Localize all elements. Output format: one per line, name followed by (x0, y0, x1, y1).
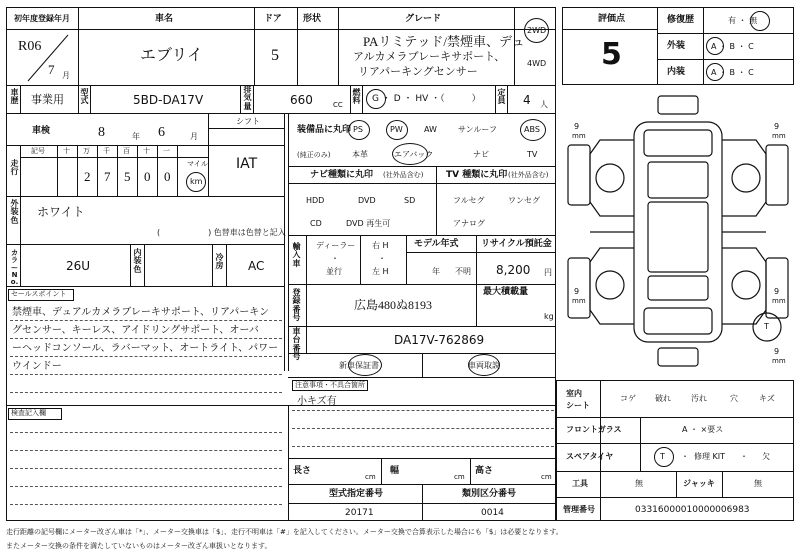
recycle-amount: 8,200 (496, 263, 531, 277)
seat-label: 室内 (566, 389, 582, 398)
sales-point-line-2: グセンサー、キーレス、アイドリングサポート、オーバ (12, 325, 259, 336)
tire-gauge-rear-right: 9 (774, 287, 780, 296)
manual: 車両取説 (468, 361, 500, 370)
hand-dot: ・ (378, 254, 386, 263)
right-h: 右 H (372, 241, 389, 250)
displacement-value: 660 (290, 93, 313, 107)
door-label: ドア (264, 14, 282, 24)
mileage-digit-4: 0 (164, 169, 171, 184)
use-label: 車歴 (10, 88, 19, 106)
sales-point-line-3: ーヘッドコンソール、ラバーマット、オートライト、パワー (12, 343, 279, 354)
capacity-unit: 人 (540, 100, 548, 109)
ac-value: AC (248, 259, 265, 273)
seat-burn: コゲ (620, 394, 636, 403)
mileage-digit-0: 2 (84, 169, 91, 184)
shape-label: 形状 (303, 14, 322, 24)
capacity-value: 4 (523, 93, 531, 107)
footer-note-1: 走行距離の記号欄にメーター改ざん車は「*」、メーター交換車は「$」、走行不明車は「#」を記入してください。メーター交換で合算表示した場合にも「$」は必要となります。 (6, 528, 563, 536)
equipment-sub-label: (純正のみ) (297, 151, 331, 159)
inspection-year-unit: 年 (132, 132, 140, 141)
displacement-label: 排気量 (243, 85, 252, 111)
first-reg-era-year: R06 (18, 39, 42, 54)
capacity-label: 定員 (497, 88, 506, 106)
score-label: 評価点 (598, 14, 626, 24)
navi-hdd: HDD (306, 196, 325, 205)
notes-label: 注意事項・不具合箇所 (295, 381, 365, 389)
new-warranty: 新車保証書 (339, 361, 379, 370)
recycle-label: リサイクル預託金 (481, 239, 552, 249)
model-year-unknown: 不明 (455, 267, 471, 276)
height-label: 高さ (475, 466, 494, 476)
inspection-month: 6 (158, 125, 165, 140)
category-label: 類別区分番号 (462, 489, 517, 499)
spare-missing: 欠 (762, 452, 770, 461)
equip-aw: AW (424, 125, 437, 134)
tire-gauge-rear-left-mm: mm (572, 297, 586, 305)
tv-type-sub: (社外品含む) (508, 171, 549, 179)
grade-line-1: PAリミテッド/禁煙車、デュ (363, 34, 525, 49)
navi-dvd: DVD (358, 196, 376, 205)
import-dot: ・ (331, 254, 339, 263)
navi-dvd-play: DVD 再生可 (346, 219, 391, 228)
tv-type-label: TV 種類に丸印 (446, 170, 508, 180)
model-label: 型式 (80, 88, 89, 106)
interior-a-circle (706, 63, 724, 81)
cc-unit: CC (333, 101, 343, 109)
type-designation-label: 型式指定番号 (329, 489, 384, 499)
windshield-options: A ・ ×要ス (682, 425, 724, 434)
color-change-note: ( ) 色替車は色替と記入 (157, 228, 286, 237)
score-value: 5 (601, 37, 622, 72)
mgmt-label: 管理番号 (563, 505, 595, 514)
drive-2wd: 2WD (527, 26, 547, 35)
inspector-note-label: 検査記入欄 (11, 409, 46, 417)
navi-type-label: ナビ種類に丸印 (310, 170, 374, 180)
category: 0014 (481, 508, 504, 518)
mileage-header-3: 百 (123, 147, 130, 155)
footer-note-2: またメーター交換の条件を満たしていないものはメーター改ざん車扱いとなります。 (6, 542, 272, 550)
spare-tire-label: スペアタイヤ (566, 452, 614, 461)
recycle-yen: 円 (544, 268, 552, 277)
spare-t: T (660, 452, 665, 461)
mileage-header-2: 千 (103, 147, 110, 155)
equip-pw: PW (390, 125, 403, 134)
use-value: 事業用 (31, 93, 64, 106)
tire-gauge-rear-left: 9 (574, 287, 580, 296)
tire-gauge-front-right: 9 (774, 122, 780, 131)
exterior-eval-options: A ・ B ・ C (711, 42, 754, 51)
vehicle-name: エブリイ (140, 47, 203, 64)
repair-label: 修復歴 (667, 15, 695, 25)
exterior-eval-label: 外装 (667, 41, 686, 51)
mileage-header-0: 十 (63, 147, 70, 155)
tv-fullseg: フルセグ (453, 196, 485, 205)
repair-options: 有 ・ 無 (728, 16, 758, 25)
mileage-header-5: 一 (163, 147, 170, 155)
height-cm: cm (541, 473, 552, 481)
width-label: 幅 (390, 466, 400, 476)
width-cm: cm (454, 473, 465, 481)
tv-oneseg: ワンセグ (508, 196, 540, 205)
seat-scratch: キズ (759, 394, 775, 403)
seat-hole: 穴 (730, 394, 738, 403)
max-load-kg: kg (544, 312, 554, 321)
mileage-digit-1: 7 (104, 169, 111, 184)
car-damage-diagram (562, 90, 794, 376)
first-reg-label: 初年度登録年月 (14, 14, 70, 23)
chassis-label: 車台番号 (292, 327, 301, 362)
shift-label: シフト (236, 117, 260, 126)
chassis-no: DA17V-762869 (394, 333, 485, 347)
tv-analog: アナログ (453, 219, 485, 228)
jack-value: 無 (754, 479, 762, 488)
equip-sunroof: サンルーフ (458, 125, 497, 134)
interior-eval-label: 内装 (667, 67, 686, 77)
type-designation: 20171 (345, 508, 374, 518)
inspection-month-unit: 月 (190, 132, 198, 141)
mileage-digit-label: 記号 (31, 147, 45, 155)
tire-gauge-front-right-mm: mm (772, 132, 786, 140)
name-label: 車名 (155, 14, 174, 24)
inspection-label: 車検 (32, 126, 51, 136)
spare-tire-t-gauge: 9 (774, 347, 780, 356)
exterior-color: ホワイト (37, 205, 85, 219)
mileage-header-1: 万 (83, 147, 90, 155)
equip-airbag: エアバック (394, 150, 434, 159)
exterior-color-label: 外装色 (10, 199, 19, 225)
exterior-a-circle (706, 37, 724, 55)
mileage-label: 走行 (10, 159, 19, 177)
equip-abs: ABS (524, 125, 540, 134)
max-load-label: 最大積載量 (483, 287, 529, 297)
spare-tire-t-mm: mm (772, 357, 786, 365)
import-dealer: ディーラー (316, 241, 356, 250)
model-year-unit: 年 (432, 267, 440, 276)
seat-label-2: シート (566, 401, 590, 410)
sales-point-line-1: 禁煙車、デュアルカメラブレーキサポート、リアパーキン (12, 307, 270, 318)
tire-gauge-front-left: 9 (574, 122, 580, 131)
inspection-year: 8 (98, 125, 105, 140)
reg-no: 広島480ぬ8193 (354, 298, 433, 312)
color-no-label: カラーNo. (10, 249, 19, 287)
equip-ps: PS (353, 125, 363, 134)
km-label: km (190, 177, 203, 186)
mileage-digit-3: 0 (144, 169, 151, 184)
drive-4wd: 4WD (527, 59, 547, 68)
first-reg-month: 7 (48, 62, 55, 77)
left-h: 左 H (372, 267, 389, 276)
sales-point-label: セールスポイント (11, 290, 67, 298)
length-cm: cm (365, 473, 376, 481)
import-parallel: 並行 (326, 267, 342, 276)
import-label: 輸入車 (292, 242, 301, 268)
equip-tv: TV (527, 150, 538, 159)
reg-no-label: 登録番号 (292, 288, 301, 323)
equip-navi: ナビ (473, 150, 489, 159)
sales-point-line-4: ウインドー (12, 361, 62, 372)
notes-value: 小キズ有 (297, 396, 337, 407)
windshield-label: フロントガラス (566, 425, 622, 434)
color-no: 26U (66, 259, 91, 273)
repair-none-circle (750, 11, 770, 31)
seat-stain: 汚れ (691, 394, 707, 403)
spare-dot-2: ・ (740, 452, 748, 461)
mileage-digit-2: 5 (124, 169, 131, 184)
equipment-label: 装備品に丸印 (297, 125, 352, 135)
tire-gauge-front-left-mm: mm (572, 132, 586, 140)
seat-tear: 破れ (655, 394, 671, 403)
first-reg-month-unit: 月 (62, 71, 70, 80)
spare-dot-1: ・ (681, 452, 689, 461)
fuel-label: 燃料 (352, 88, 361, 106)
fuel-options: G ・ D ・ HV ・（ ） (372, 94, 481, 104)
mgmt-no: 03316000010000006983 (635, 505, 750, 515)
grade-line-3: リアパーキングセンサー (358, 66, 478, 78)
navi-type-sub: (社外品含む) (383, 171, 424, 179)
tools-label: 工具 (572, 479, 588, 488)
spare-tire-t: T (764, 322, 769, 331)
door-count: 5 (271, 47, 279, 64)
interior-eval-options: A ・ B ・ C (711, 68, 754, 77)
navi-cd: CD (310, 219, 322, 228)
tire-gauge-rear-right-mm: mm (772, 297, 786, 305)
jack-label: ジャッキ (683, 479, 715, 488)
ac-label: 冷房 (215, 253, 224, 271)
grade-label: グレード (405, 14, 442, 24)
length-label: 長さ (293, 466, 312, 476)
model-value: 5BD-DA17V (133, 93, 204, 107)
equip-leather: 本革 (352, 150, 368, 159)
shift-value: IAT (236, 156, 258, 172)
interior-color-label: 内装色 (133, 248, 142, 274)
mile-label: マイル (187, 160, 208, 168)
spare-repair-kit: 修理 KIT (694, 452, 726, 461)
grade-line-2: アルカメラブレーキサポート、 (353, 51, 506, 63)
model-year-label: モデル年式 (414, 239, 459, 249)
navi-sd: SD (404, 196, 416, 205)
mileage-header-4: 十 (143, 147, 150, 155)
tools-value: 無 (635, 479, 643, 488)
